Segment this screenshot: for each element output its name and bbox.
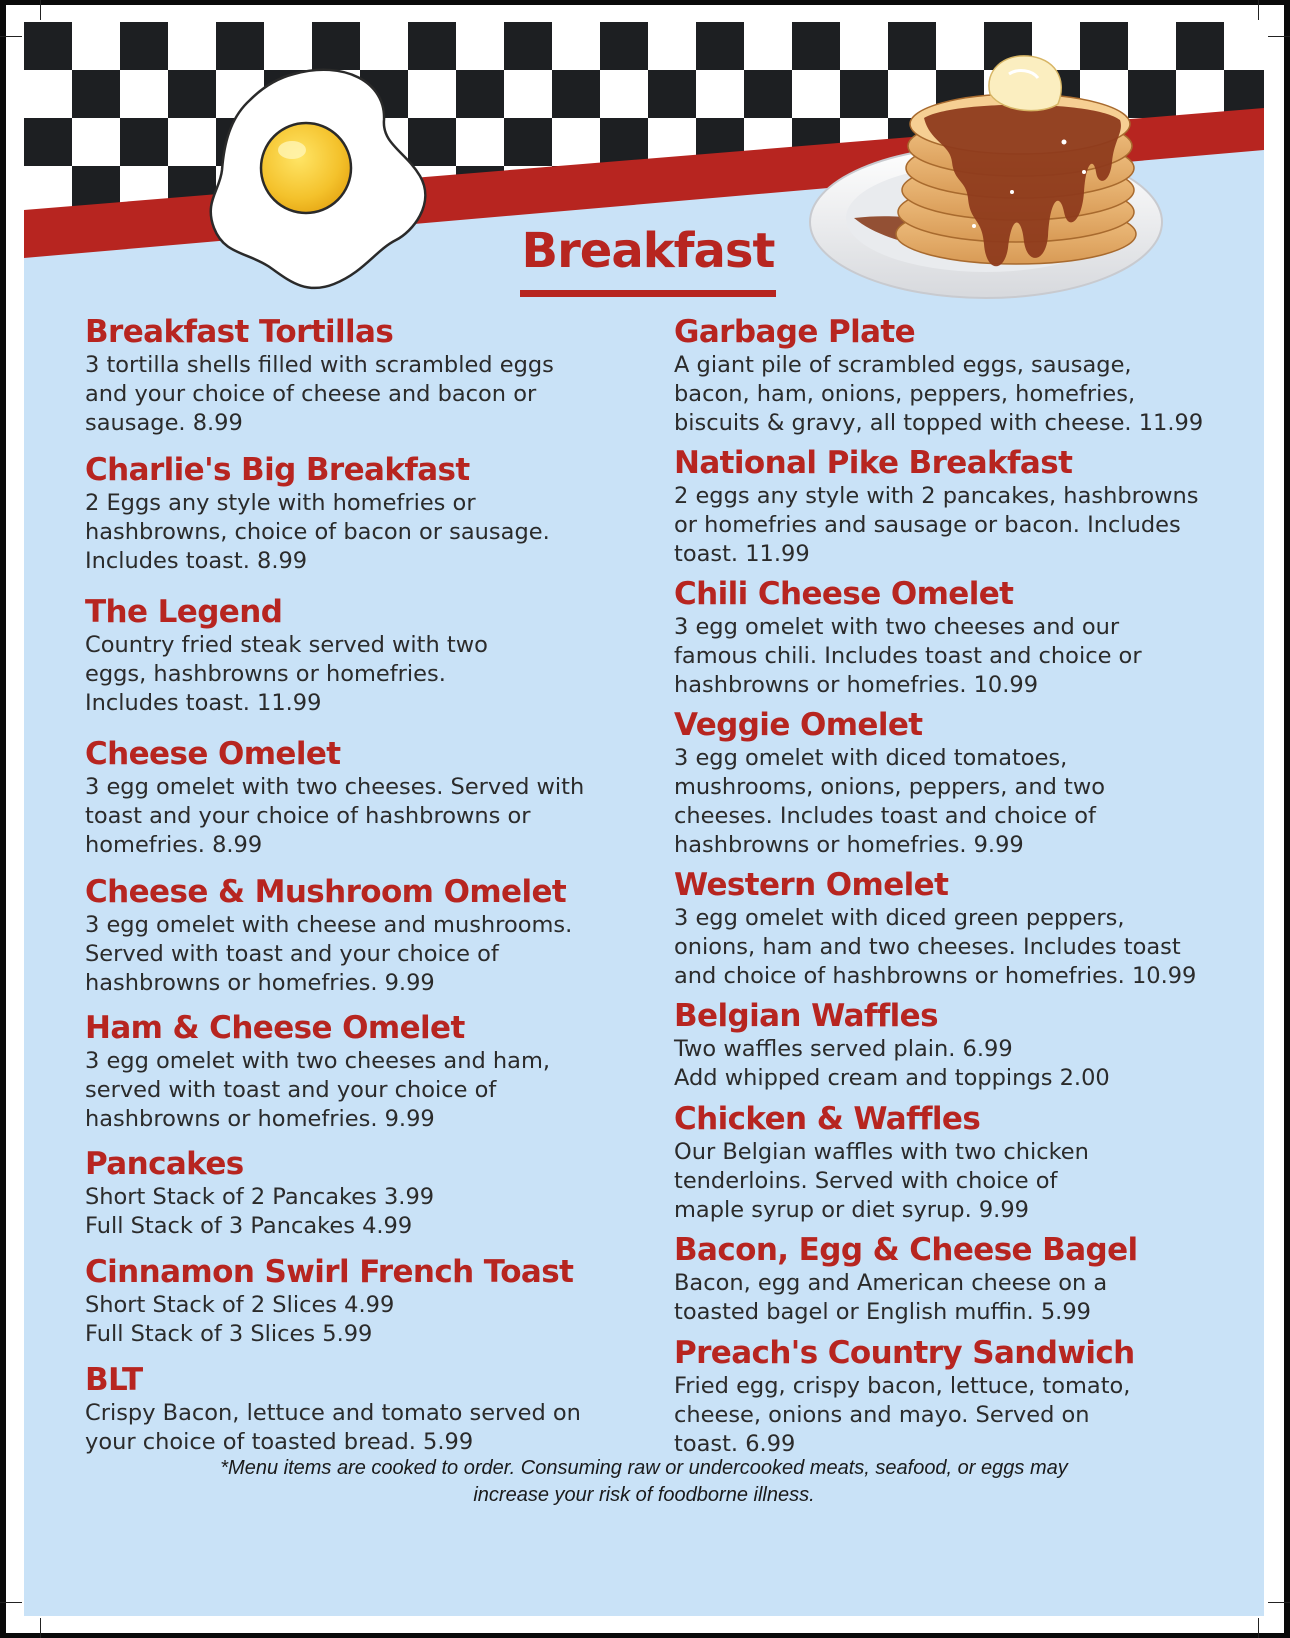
item-name: Cheese & Mushroom Omelet [85,874,567,910]
menu-item [85,1146,645,1241]
menu-item [674,445,1254,569]
item-name: Western Omelet [674,867,949,903]
menu-item [674,1101,1254,1225]
menu-item [85,874,645,998]
menu-item [85,1362,645,1457]
item-name: Garbage Plate [674,314,916,350]
menu-item [674,1335,1254,1459]
menu-item [674,576,1254,700]
item-description: Two waffles served plain. 6.99 Add whipped cream and toppings 2.00 [674,1036,1110,1091]
item-name: BLT [85,1362,143,1398]
item-description: Fried egg, crispy bacon, lettuce, tomato, cheese, onions and mayo. Served on toast. 6.99 [674,1373,1131,1457]
item-name: Charlie's Big Breakfast [85,452,470,488]
item-description: Our Belgian waffles with two chicken tenderloins. Served with choice of maple syrup or diet syrup. 9.99 [674,1139,1089,1223]
item-description: 3 egg omelet with cheese and mushrooms. Served with toast and your choice of hashbrowns or homefries. 9.99 [85,912,573,996]
crop-mark [1258,1618,1259,1638]
item-name: Chicken & Waffles [674,1101,981,1137]
crop-mark [0,36,22,37]
item-name: National Pike Breakfast [674,445,1073,481]
item-description: 2 Eggs any style with homefries or hashbrowns, choice of bacon or sausage. Includes toast. 8.99 [85,490,550,574]
crop-mark [1268,1602,1290,1603]
menu-item [85,594,645,718]
item-name: Ham & Cheese Omelet [85,1010,465,1046]
menu-item [85,452,645,576]
item-description: 2 eggs any style with 2 pancakes, hashbrowns or homefries and sausage or bacon. Includes toast. 11.99 [674,483,1199,567]
item-description: Bacon, egg and American cheese on a toasted bagel or English muffin. 5.99 [674,1270,1108,1325]
menu-item [674,314,1254,438]
item-description: 3 egg omelet with two cheeses and our famous chili. Includes toast and choice or hashbrowns or homefries. 10.99 [674,614,1142,698]
menu-item [85,314,645,438]
menu-item [674,707,1254,860]
crop-mark [40,0,41,20]
item-name: Chili Cheese Omelet [674,576,1014,612]
crop-mark [1268,36,1290,37]
item-name: Bacon, Egg & Cheese Bagel [674,1232,1138,1268]
item-description: 3 egg omelet with two cheeses and ham, served with toast and your choice of hashbrowns or homefries. 9.99 [85,1048,551,1132]
item-name: Belgian Waffles [674,998,938,1034]
menu-item [674,867,1254,991]
menu-title: Breakfast [521,223,775,279]
item-name: Breakfast Tortillas [85,314,394,350]
item-description: 3 egg omelet with diced green peppers, onions, ham and two cheeses. Includes toast and choice of hashbrowns or homefries. 10.99 [674,905,1197,989]
item-description: 3 egg omelet with diced tomatoes, mushrooms, onions, peppers, and two cheeses. Includes toast and choice of hashbrowns or homefries. 9.99 [674,745,1106,858]
menu-item [674,1232,1254,1327]
item-name: Veggie Omelet [674,707,923,743]
item-description: Crispy Bacon, lettuce and tomato served on your choice of toasted bread. 5.99 [85,1400,581,1455]
breakfast-menu [24,22,1264,1616]
menu-item [674,998,1254,1093]
item-name: The Legend [85,594,283,630]
item-description: A giant pile of scrambled eggs, sausage, bacon, ham, onions, peppers, homefries, biscuits & gravy, all topped with cheese. 11.99 [674,352,1204,436]
menu-item [85,1010,645,1134]
item-name: Preach's Country Sandwich [674,1335,1135,1371]
crop-mark [40,1618,41,1638]
item-name: Cinnamon Swirl French Toast [85,1254,574,1290]
crop-mark [0,1602,22,1603]
crop-mark [1258,0,1259,20]
menu-item [85,736,645,860]
menu-item [85,1254,645,1349]
item-description: Short Stack of 2 Pancakes 3.99 Full Stack of 3 Pancakes 4.99 [85,1184,435,1239]
item-name: Pancakes [85,1146,244,1182]
title-underline [520,290,776,297]
item-description: Country fried steak served with two eggs, hashbrowns or homefries. Includes toast. 11.99 [85,632,488,716]
item-description: 3 egg omelet with two cheeses. Served with toast and your choice of hashbrowns or homefries. 8.99 [85,774,585,858]
item-description: Short Stack of 2 Slices 4.99 Full Stack of 3 Slices 5.99 [85,1292,395,1347]
food-safety-disclaimer: *Menu items are cooked to order. Consuming raw or undercooked meats, seafood, or eggs may increase your risk of foodborne illness. [220,1457,1068,1506]
item-description: 3 tortilla shells filled with scrambled eggs and your choice of cheese and bacon or sausage. 8.99 [85,352,554,436]
item-name: Cheese Omelet [85,736,341,772]
